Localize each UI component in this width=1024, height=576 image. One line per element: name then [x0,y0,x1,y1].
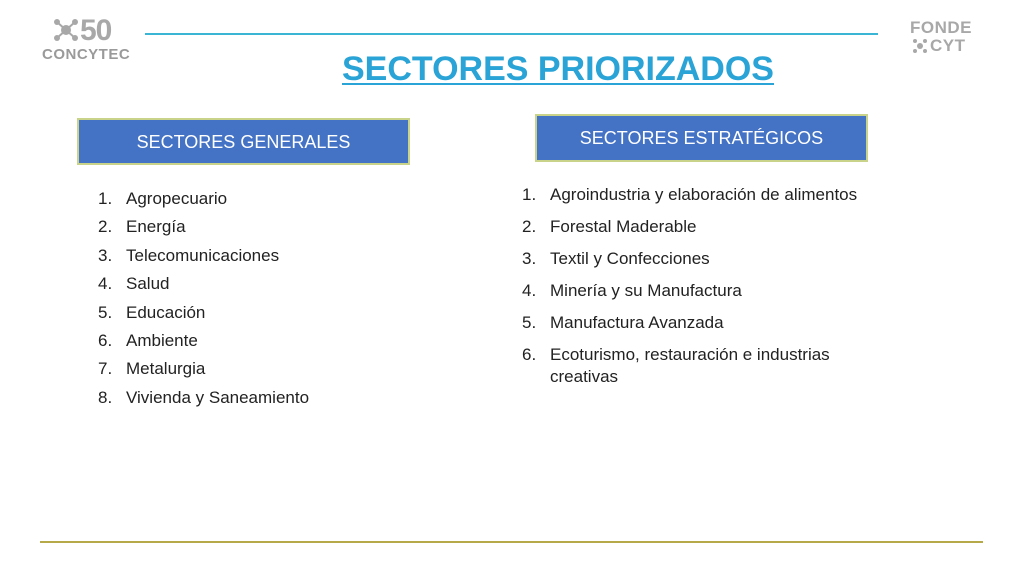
list-item: 3. Telecomunicaciones [98,245,280,265]
fondecyt-wordmark-line1: FONDE [910,18,972,37]
list-item: 2. Energía [98,217,186,237]
molecule-icon [52,16,80,44]
list-item: 1. Agroindustria y elaboración de alimentos [522,185,858,204]
list-item: 3. Textil y Confecciones [522,249,710,268]
general-sectors-header: SECTORES GENERALES [77,118,410,165]
list-item: 4. Salud [98,274,170,294]
list-item: 2. Forestal Maderable [522,217,697,236]
general-sectors-list [98,188,398,415]
concytec-wordmark: CONCYTEC [42,46,131,63]
anniversary-number: 50 [80,14,112,47]
list-item: 8. Vivienda y Saneamiento [98,387,310,407]
strategic-sectors-list [522,184,882,398]
bottom-divider [40,541,983,543]
list-item: 1. Agropecuario [98,189,228,208]
list-item: 6. Ambiente [98,330,198,350]
list-item: 5. Educación [98,302,206,322]
top-divider [145,33,878,35]
slide-title: SECTORES PRIORIZADOS [342,50,774,88]
list-item: 6. Ecoturismo, restauración e industrias creativas [522,345,830,386]
strategic-sectors-header: SECTORES ESTRATÉGICOS [535,114,868,162]
fondecyt-wordmark-line2: CYT [930,36,966,55]
list-item: 7. Metalurgia [98,359,206,379]
list-item: 4. Minería y su Manufactura [522,281,742,300]
list-item: 5. Manufactura Avanzada [522,313,724,332]
